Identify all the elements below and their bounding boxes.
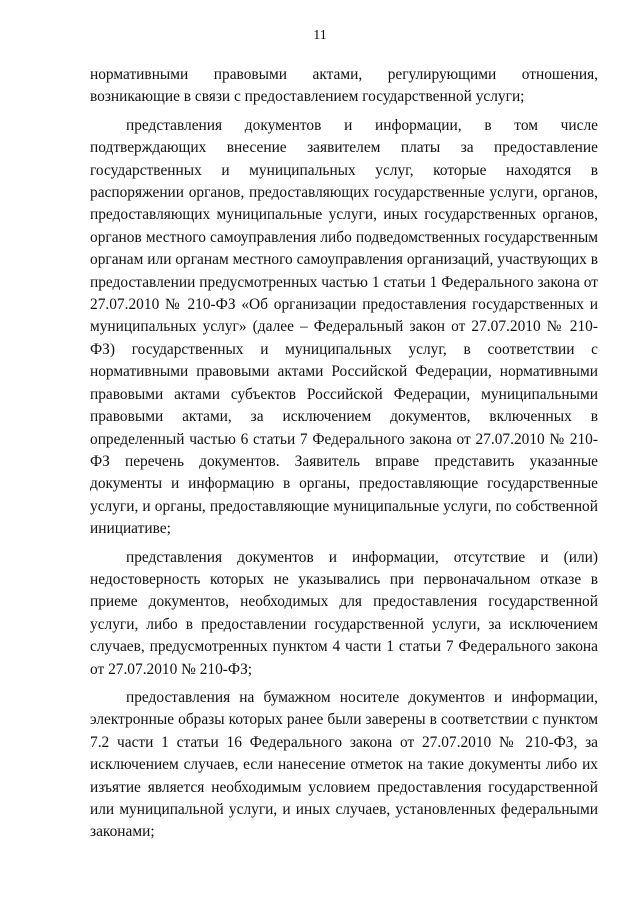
paragraph-absence-unreliability: представления документов и информации, отсутствие и (или) недостоверность которых не указывались при первоначальном отказе в приеме документов, необходимых для предоставления государственной услуги, либо в предоставлении государственной услуги, за исключением случаев, предусмотренных пунктом 4 части 1 статьи 7 Федерального закона от 27.07.2010 № 210-ФЗ; — [90, 548, 598, 678]
paragraph-continuation: нормативными правовыми актами, регулирующими отношения, возникающие в связи с предоставлением государственной услуги; — [90, 66, 598, 106]
paragraph-paper-medium: предоставления на бумажном носителе документов и информации, электронные образы которых ранее были заверены в соответствии с пунктом 7.2 части 1 статьи 16 Федерального закона от 27.07.2010 № 210-ФЗ, за исключением случаев, если нанесение отметок на такие документы либо их изъятие является необходимым условием предоставления государственной или муниципальной услуги, и иных случаев, установленных федеральными законами; — [90, 688, 598, 841]
document-body — [90, 64, 598, 844]
page-number: 11 — [313, 28, 327, 43]
paragraph-documents-information: представления документов и информации, в том числе подтверждающих внесение заявителем платы за предоставление государственных и муниципальных услуг, которые находятся в распоряжении органов, предоставляющих государственные услуги, органов, предоставляющих муниципальные услуги, иных государственных органов, органов местного самоуправления либо подведомственных государственным органам или органам местного самоуправления организаций, участвующих в предоставлении предусмотренных частью 1 статьи 1 Федерального закона от 27.07.2010 № 210-ФЗ «Об организации предоставления государственных и муниципальных услуг» (далее – Федеральный закон от 27.07.2010 № 210-ФЗ) государственных и муниципальных услуг, в соответствии с нормативными правовыми актами Российской Федерации, нормативными правовыми актами субъектов Российской Федерации, муниципальными правовыми актами, за исключением документов, включенных в определенный частью 6 статьи 7 Федерального закона от 27.07.2010 № 210-ФЗ перечень документов. Заявитель вправе представить указанные документы и информацию в органы, предоставляющие государственные услуги, и органы, предоставляющие муниципальные услуги, по собственной инициативе; — [90, 116, 598, 538]
